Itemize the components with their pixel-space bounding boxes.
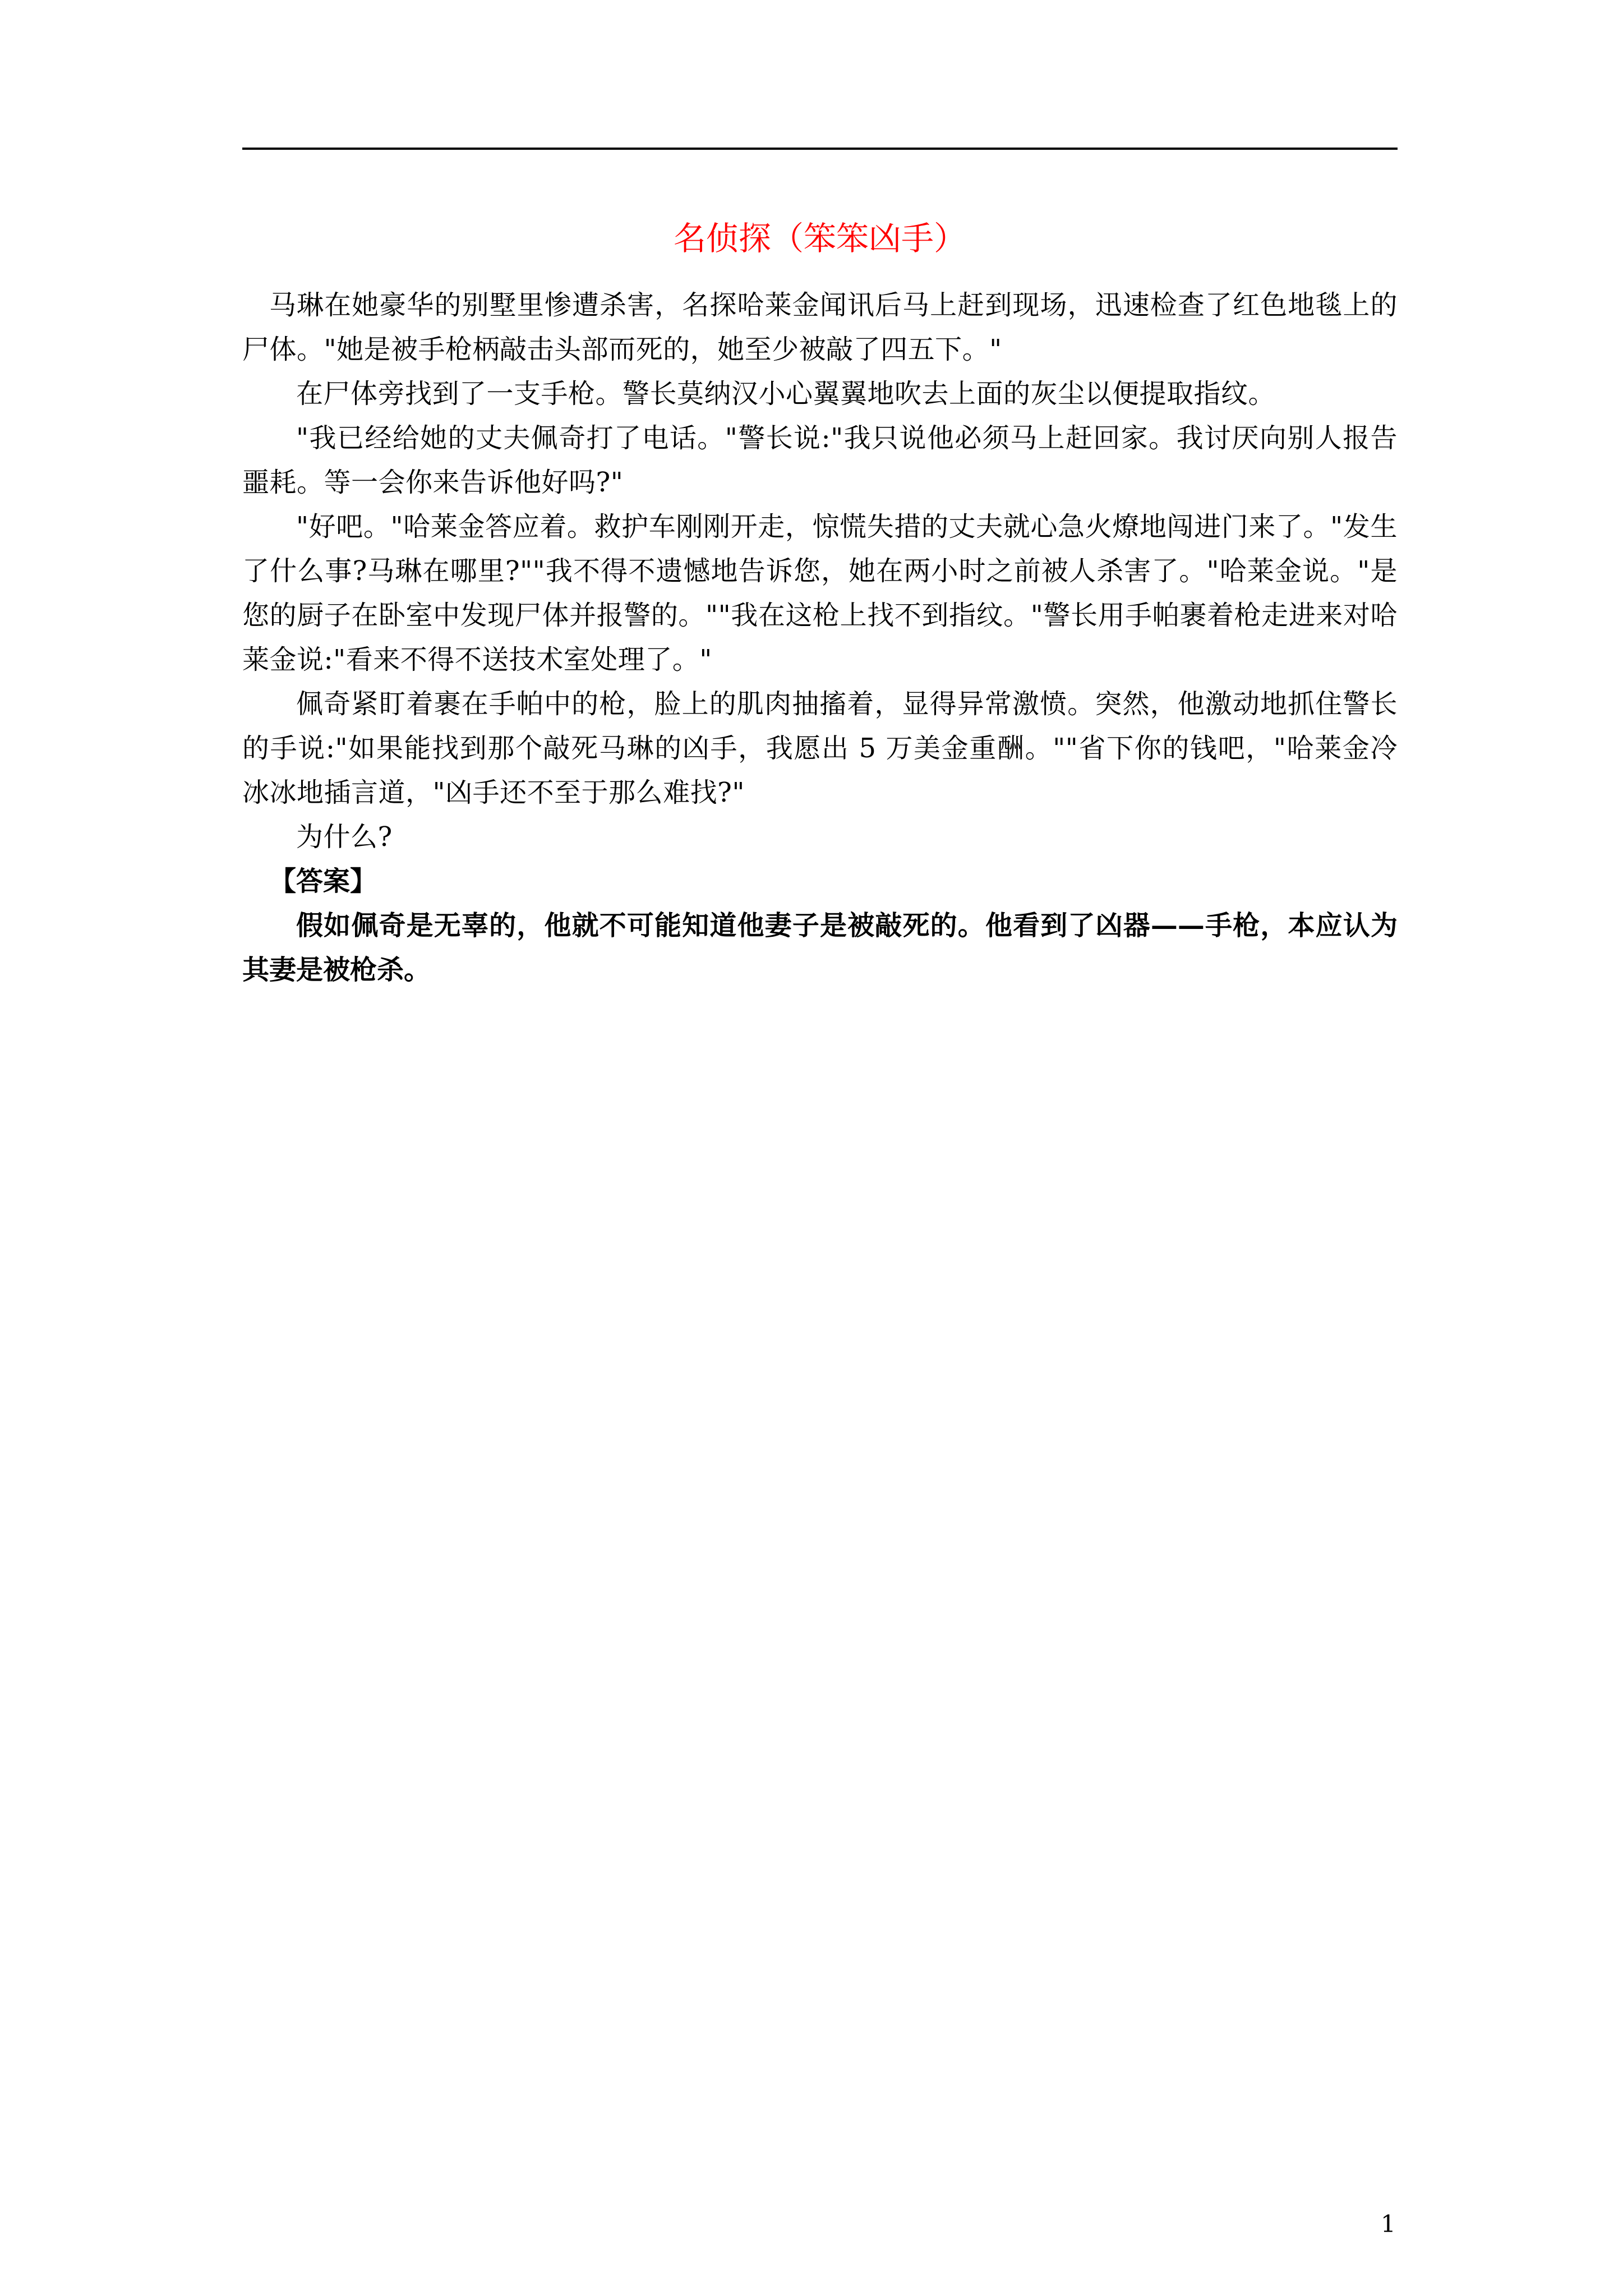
question-line: 为什么?	[296, 821, 393, 853]
answer-heading: 【答案】	[269, 866, 377, 897]
page-number: 1	[1381, 2210, 1396, 2238]
paragraph-4: "好吧。"哈莱金答应着。救护车刚刚开走，惊慌失措的丈夫就心急火燎地闯进门来了。"发生了什么事?马琳在哪里?""我不得不遗憾地告诉您，她在两小时之前被人杀害了。"哈莱金说。"是您的厨子在卧室中发现尸体并报警的。""我在这枪上找不到指纹。"警长用手帕裹着枪走进来对哈莱金说:"看来不得不送技术室处理了。"	[242, 511, 1398, 675]
paragraph-1: 马琳在她豪华的别墅里惨遭杀害，名探哈莱金闻讯后马上赶到现场，迅速检查了红色地毯上的尸体。"她是被手枪柄敲击头部而死的，她至少被敲了四五下。"	[242, 289, 1398, 365]
answer-text: 假如佩奇是无辜的，他就不可能知道他妻子是被敲死的。他看到了凶器——手枪，本应认为其妻是被枪杀。	[242, 910, 1398, 986]
document-title: 名侦探（笨笨凶手）	[673, 219, 966, 257]
document-body	[242, 283, 1398, 992]
paragraph-5: 佩奇紧盯着裹在手帕中的枪，脸上的肌肉抽搐着，显得异常激愤。突然，他激动地抓住警长的手说:"如果能找到那个敲死马琳的凶手，我愿出 5 万美金重酬。""省下你的钱吧，"哈莱金冷冰冰地插言道，"凶手还不至于那么难找?"	[242, 688, 1398, 808]
paragraph-3: "我已经给她的丈夫佩奇打了电话。"警长说:"我只说他必须马上赶回家。我讨厌向别人报告噩耗。等一会你来告诉他好吗?"	[242, 422, 1398, 498]
paragraph-2: 在尸体旁找到了一支手枪。警长莫纳汉小心翼翼地吹去上面的灰尘以便提取指纹。	[296, 378, 1276, 409]
header-rule	[242, 148, 1398, 150]
